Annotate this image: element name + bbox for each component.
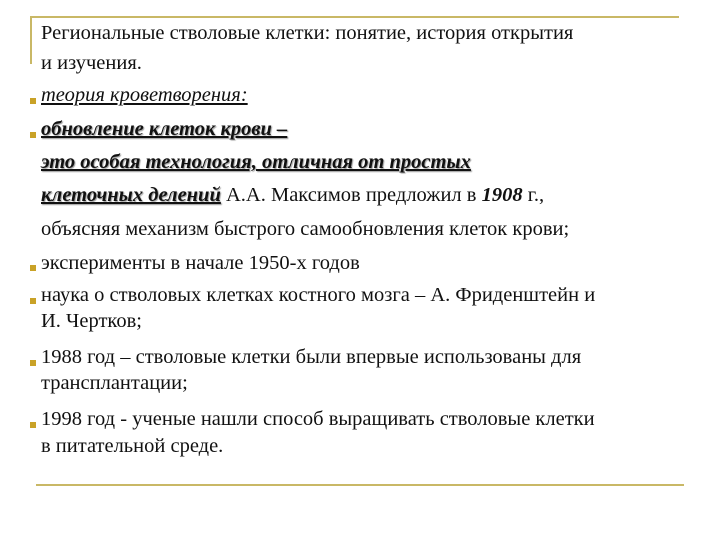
- bullet-item-science-line2: И. Чертков;: [41, 310, 142, 332]
- bullet-item-renewal-line4: объясняя механизм быстрого самообновления клеток крови;: [41, 218, 570, 240]
- bullet-item-1988-line2: трансплантации;: [41, 372, 188, 394]
- bullet-square-icon: [30, 422, 36, 428]
- bullet-item-experiments: эксперименты в начале 1950-х годов: [41, 252, 360, 274]
- title-line-1: Региональные стволовые клетки: понятие, история открытия: [41, 22, 574, 44]
- bullet-square-icon: [30, 360, 36, 366]
- bottom-divider-line: [36, 484, 684, 486]
- bullet-item-renewal-line1: обновление клеток крови –: [41, 118, 288, 140]
- title-line-2: и изучения.: [41, 52, 142, 74]
- bullet-item-renewal-line2: это особая технология, отличная от простых: [41, 151, 471, 173]
- bullet-item-science-line1: наука о стволовых клетках костного мозга – А. Фриденштейн и: [41, 284, 596, 306]
- bullet-square-icon: [30, 265, 36, 271]
- bullet-square-icon: [30, 98, 36, 104]
- plain-text: г.,: [522, 184, 545, 206]
- bullet-square-icon: [30, 132, 36, 138]
- bullet-item-1998-line2: в питательной среде.: [41, 435, 224, 457]
- bullet-item-1988-line1: 1988 год – стволовые клетки были впервые использованы для: [41, 346, 582, 368]
- bullet-item-hematopoiesis: теория кроветворения:: [41, 84, 248, 106]
- bullet-item-renewal-line3: [41, 182, 544, 208]
- bullet-item-1998-line1: 1998 год - ученые нашли способ выращивать стволовые клетки: [41, 408, 595, 430]
- year-text: 1908: [481, 184, 523, 206]
- bullet-square-icon: [30, 298, 36, 304]
- title-frame-top-line: [30, 16, 679, 18]
- title-frame-left-line: [30, 16, 32, 64]
- emphasis-text: клеточных делений: [41, 184, 221, 206]
- plain-text: А.А. Максимов предложил в: [220, 184, 482, 206]
